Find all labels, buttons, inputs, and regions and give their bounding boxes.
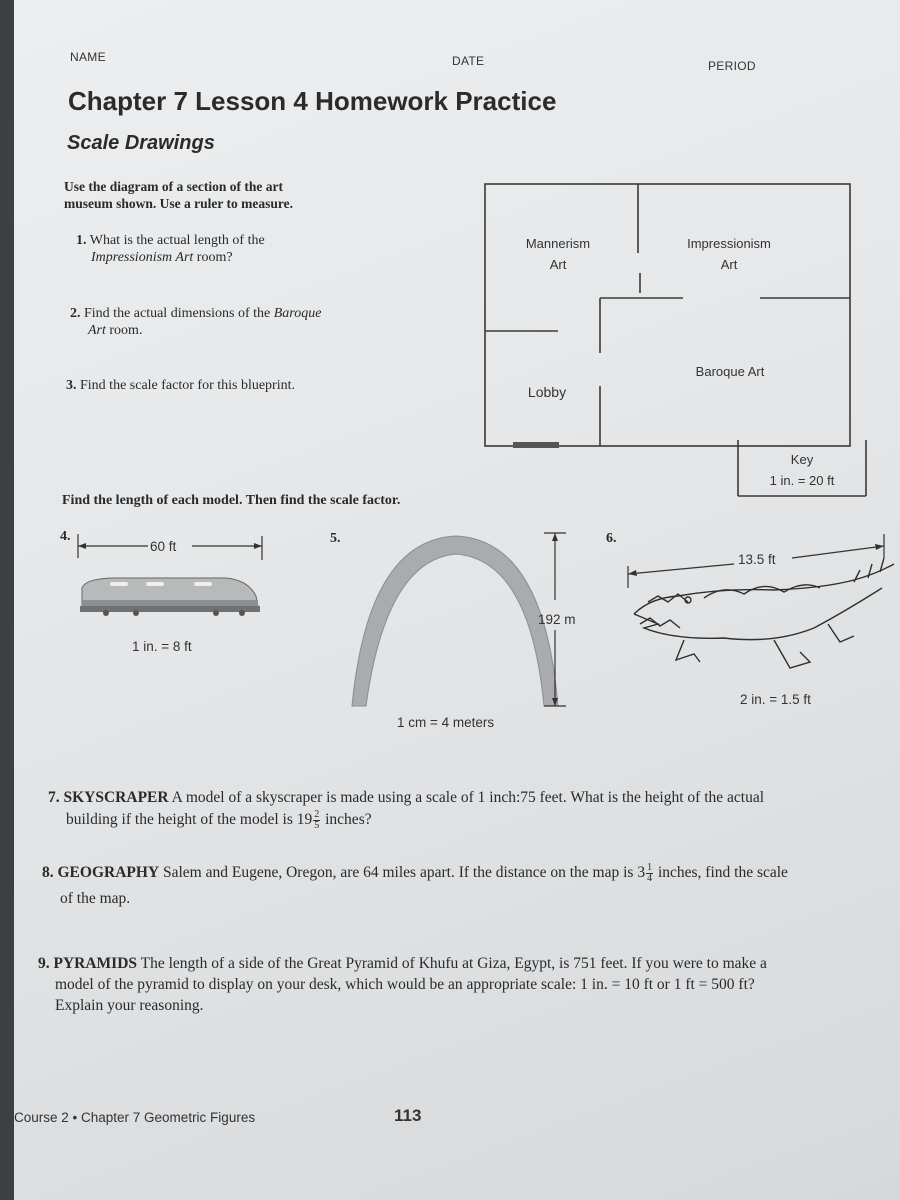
alligator-illustration <box>614 528 900 678</box>
room-mannerism: Mannerism Art <box>525 236 591 272</box>
question-6-number: 6. <box>606 531 617 546</box>
length-13-5ft: 13.5 ft <box>738 552 776 567</box>
train-illustration <box>76 574 266 622</box>
footer-course: Course 2 • Chapter 7 Geometric Figures <box>14 1110 256 1125</box>
name-label: NAME <box>70 50 106 64</box>
lobby-door <box>513 442 559 448</box>
question-9: 9. PYRAMIDS The length of a side of the Great Pyramid of Khufu at Giza, Egypt, is 751 feet. If you were to make a model of the pyramid to display on your desk, which would be an appropriate scale: 1 in. = 10 ft or 1 ft = 500 ft? Explain your reasoning. <box>38 955 767 1014</box>
length-60ft: 60 ft <box>150 539 177 554</box>
instructions: Use the diagram of a section of the art museum shown. Use a ruler to measure. <box>64 179 293 211</box>
question-4-number: 4. <box>60 529 71 544</box>
room-impressionism: Impressionism Art <box>687 236 771 272</box>
question-3: 3. Find the scale factor for this blueprint. <box>66 378 295 393</box>
period-label: PERIOD <box>708 59 756 73</box>
room-baroque: Baroque Art <box>695 364 765 379</box>
page-number: 113 <box>394 1106 422 1125</box>
scale-key: Key 1 in. = 20 ft <box>769 452 835 488</box>
question-1: 1. What is the actual length of the Impressionism Art room? <box>76 233 265 265</box>
date-label: DATE <box>452 54 485 68</box>
models-instruction: Find the length of each model. Then find the scale factor. <box>62 493 401 508</box>
question-5-number: 5. <box>330 531 341 546</box>
worksheet-page <box>14 0 900 1200</box>
scale-train: 1 in. = 8 ft <box>132 639 192 654</box>
scale-alligator: 2 in. = 1.5 ft <box>740 692 811 707</box>
room-lobby: Lobby <box>527 384 567 400</box>
question-8: 8. GEOGRAPHY Salem and Eugene, Oregon, are 64 miles apart. If the distance on the map is 3 $\frac{1}{4}$ inches, find the scale of the map. <box>42 861 788 907</box>
scale-arch: 1 cm = 4 meters <box>397 715 495 730</box>
height-192m: 192 m <box>538 612 576 627</box>
page-title: Chapter 7 Lesson 4 Homework Practice <box>68 86 557 116</box>
question-7: 7. SKYSCRAPER A model of a skyscraper is made using a scale of 1 inch:75 feet. What is the height of the actual building if the height of the model is 19 $\frac{2}{5}$ inches? <box>48 789 765 831</box>
question-2: 2. Find the actual dimensions of the Baroque Art room. <box>70 306 322 338</box>
page-subtitle: Scale Drawings <box>67 132 215 154</box>
